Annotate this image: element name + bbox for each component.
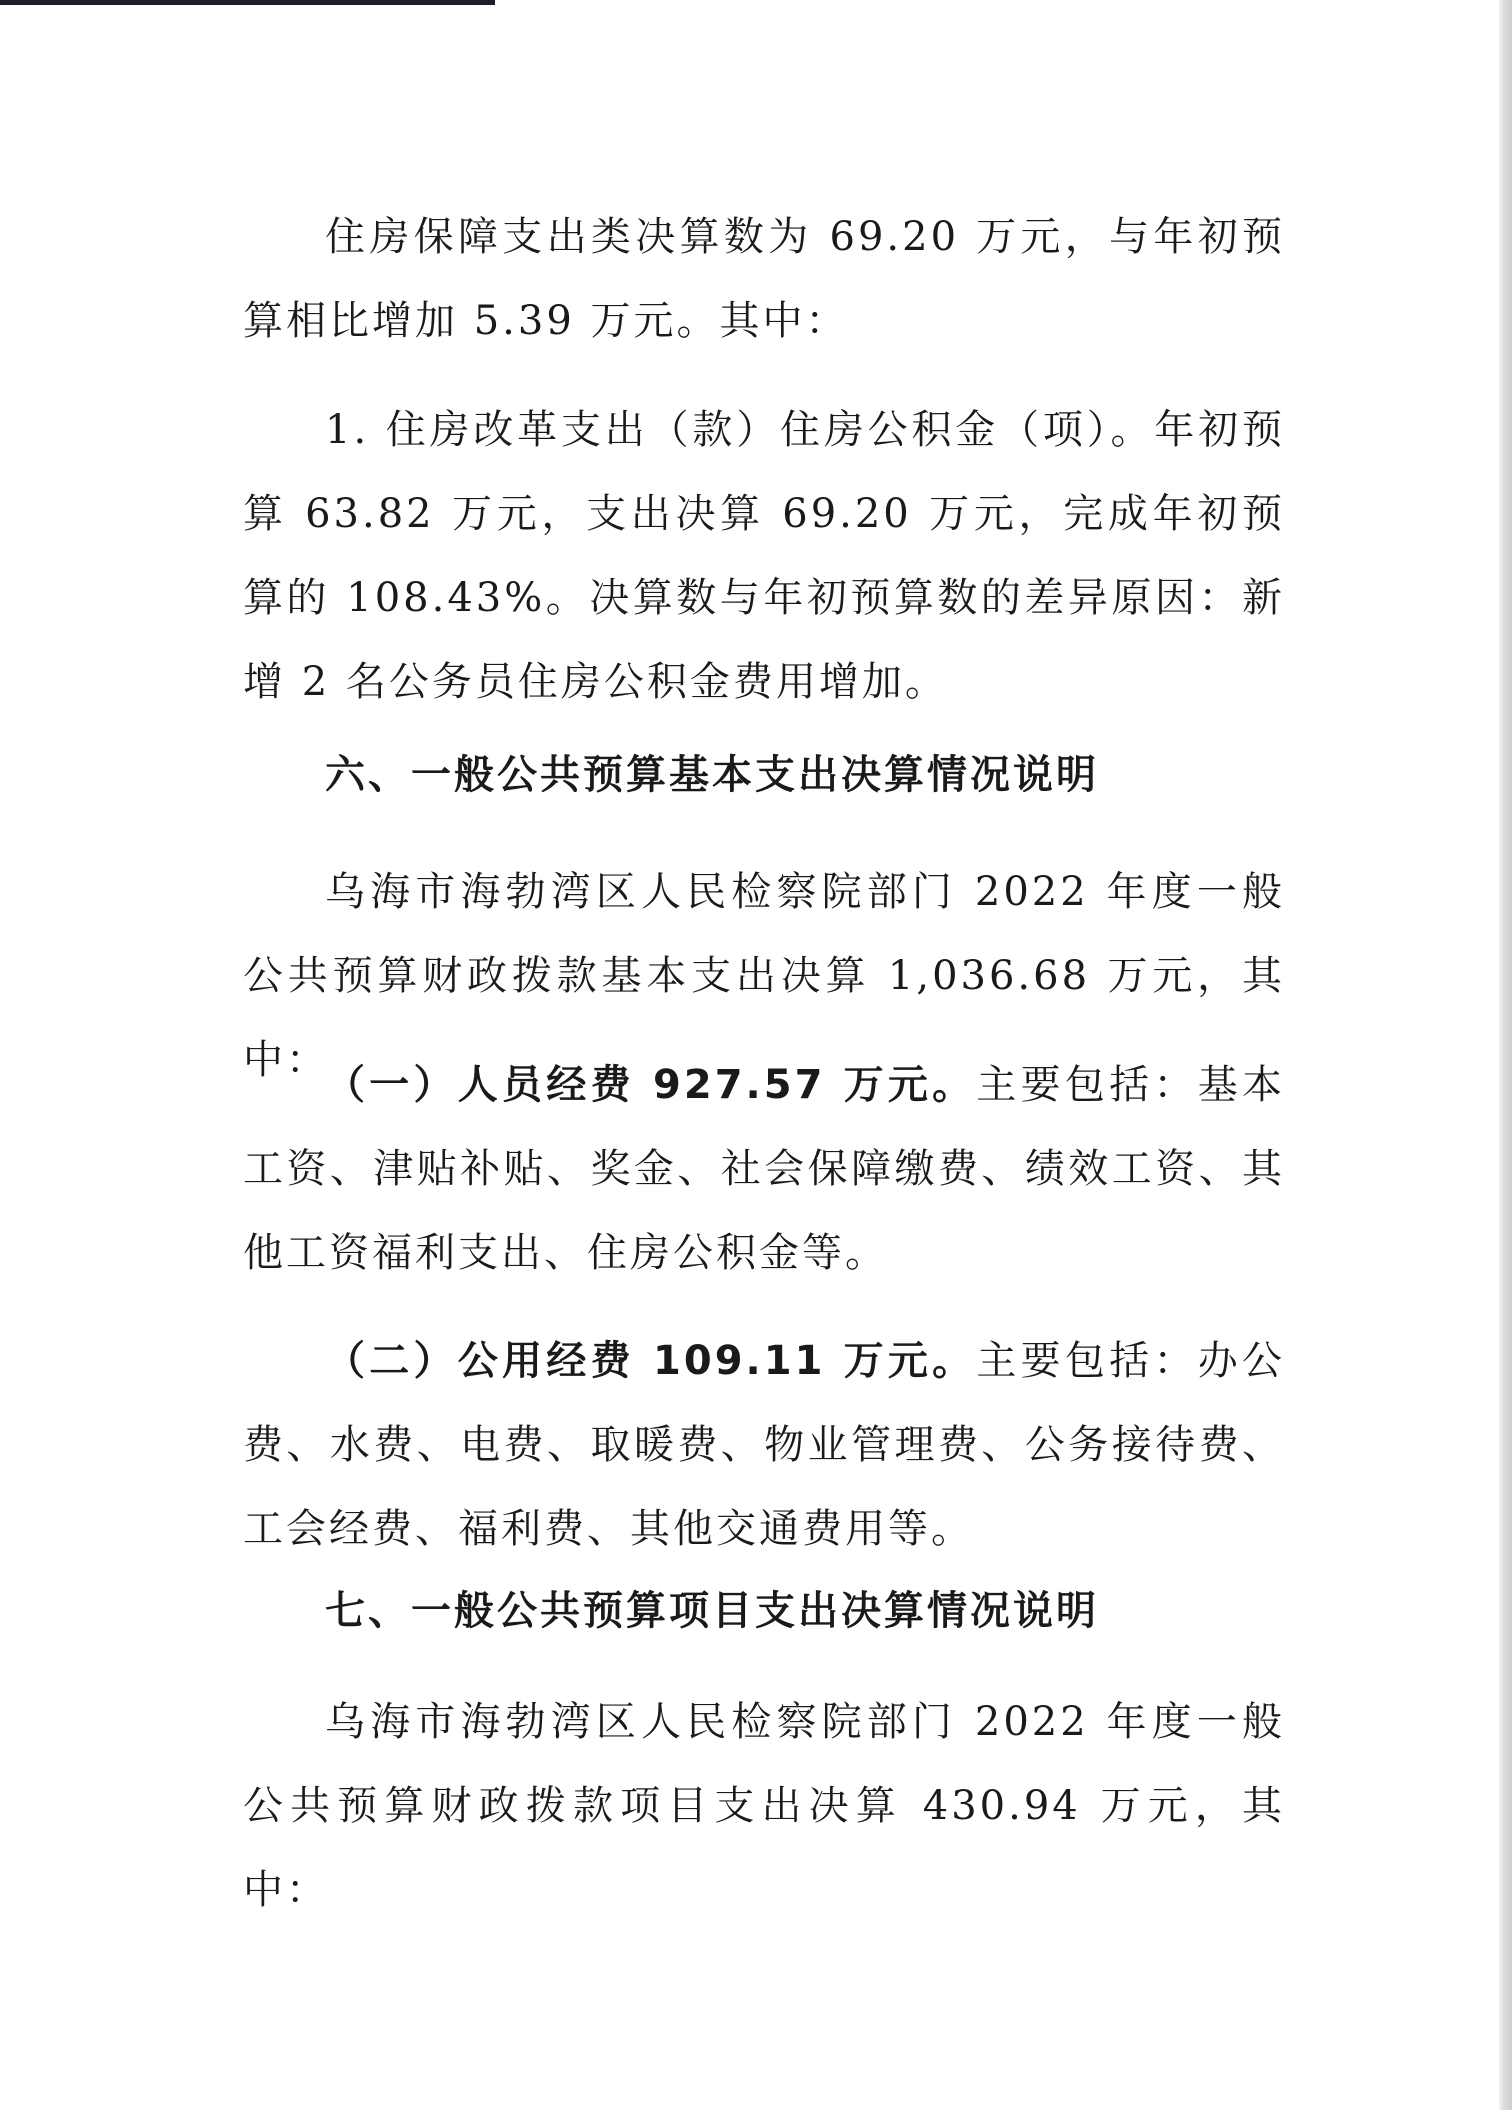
section-heading-7: 七、一般公共预算项目支出决算情况说明 [325,1588,1099,1634]
section-heading-6: 六、一般公共预算基本支出决算情况说明 [325,752,1099,798]
personnel-expenses-detail: 主要包括：基本工资、津贴补贴、奖金、社会保障缴费、绩效工资、其他工资福利支出、住房公积金等。 [243,1062,1285,1276]
personnel-expenses-lead: （一）人员经费 927.57 万元。 [325,1062,977,1108]
paragraph-project-expenditure: 乌海市海勃湾区人民检察院部门 2022 年度一般公共预算财政拨款项目支出决算 430.94 万元，其中： [243,1699,1285,1913]
paragraph-public-expenses [243,1319,1285,1571]
scan-edge-mark [0,0,495,5]
paragraph-housing-fund: 1. 住房改革支出（款）住房公积金（项）。年初预算 63.82 万元，支出决算 69.20 万元，完成年初预算的 108.43%。决算数与年初预算数的差异原因：新增 2 名公务员住房公积金费用增加。 [243,407,1285,705]
public-expenses-lead: （二）公用经费 109.11 万元。 [325,1338,977,1384]
paragraph-housing-security: 住房保障支出类决算数为 69.20 万元，与年初预算相比增加 5.39 万元。其中： [243,214,1285,344]
paragraph-personnel-expenses [243,1043,1285,1295]
public-expenses-detail: 主要包括：办公费、水费、电费、取暖费、物业管理费、公务接待费、工会经费、福利费、其他交通费用等。 [243,1338,1285,1552]
page-right-edge [1499,0,1512,2110]
paragraph-basic-expenditure: 乌海市海勃湾区人民检察院部门 2022 年度一般公共预算财政拨款基本支出决算 1,036.68 万元，其中： [243,869,1285,1083]
